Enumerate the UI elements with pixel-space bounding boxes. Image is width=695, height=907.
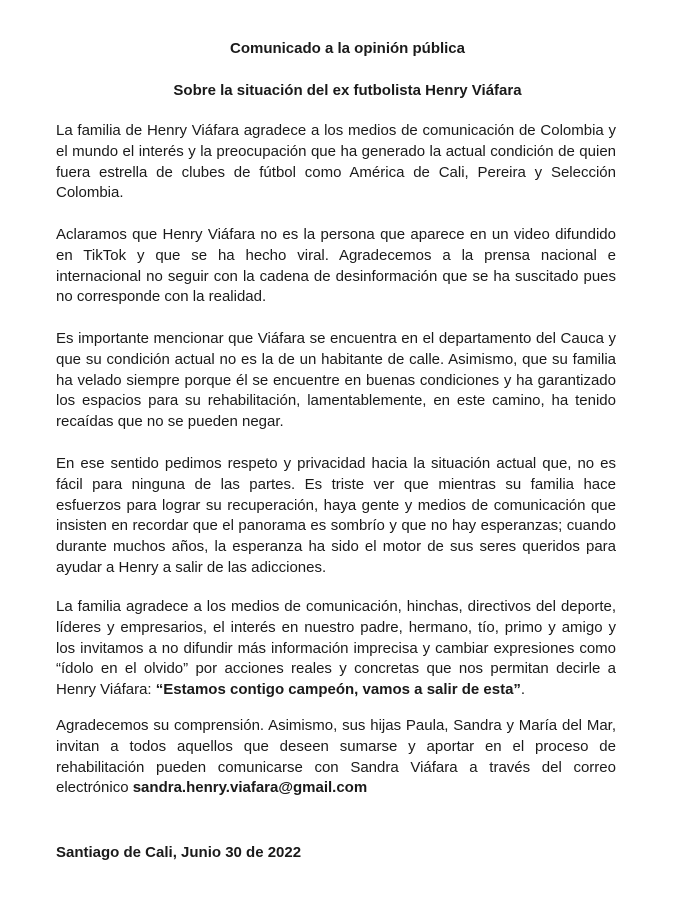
paragraph-1: La familia de Henry Viáfara agradece a los medios de comunicación de Colombia y el mundo el interés y la preocupación que ha generado la actual condición de quien fuera estrella de clubes de fútbol como América de Cali, Pereira y Selección Colombia.: [56, 122, 616, 202]
paragraph-5-quote: “Estamos contigo campeón, vamos a salir de esta”: [155, 681, 521, 699]
paragraph-4: En ese sentido pedimos respeto y privacidad hacia la situación actual que, no es fácil para ninguna de las partes. Es triste ver que mientras su familia hace esfuerzos para lograr su recuperación, haya gente y medios de comunicación que insisten en recordar que el panorama es sombrío y que no hay esperanzas; cuando durante muchos años, la esperanza ha sido el motor de sus seres queridos para ayudar a Henry a salir de las adicciones.: [56, 455, 616, 576]
paragraph-5-end: .: [520, 681, 526, 699]
paragraph-3: Es importante mencionar que Viáfara se encuentra en el departamento del Cauca y que su condición actual no es la de un habitante de calle. Asimismo, que su familia ha velado siempre porque él se encuentre en buenas condiciones y ha garantizado los espacios para su rehabilitación, lamentablemente, en este camino, ha tenido recaídas que no se pueden negar.: [56, 330, 616, 431]
document-title: Comunicado a la opinión pública: [229, 40, 465, 57]
paragraph-6-text: Agradecemos su comprensión. Asimismo, sus hijas Paula, Sandra y María del Mar, invitan a todos aquellos que deseen sumarse y aportar en el proceso de rehabilitación pueden comunicarse con Sandra Viáfara a través del correo electrónico: [56, 717, 616, 797]
paragraph-5: [56, 597, 616, 701]
paragraph-2: Aclaramos que Henry Viáfara no es la persona que aparece en un video difundido en TikTok y que se ha hecho viral. Agradecemos a la prensa nacional e internacional no seguir con la cadena de desinformación que se ha suscitado pues no corresponde con la realidad.: [56, 226, 616, 306]
paragraph-6: [56, 716, 616, 799]
document-subtitle: Sobre la situación del ex futbolista Henry Viáfara: [173, 82, 522, 99]
paragraph-5-text: La familia agradece a los medios de comunicación, hinchas, directivos del deporte, líderes y empresarios, el interés en nuestro padre, hermano, tío, primo y amigo y los invitamos a no difundir más información imprecisa y cambiar expresiones como “ídolo en el olvido” por acciones reales y concretas que nos permitan decirle a Henry Viáfara:: [56, 598, 616, 699]
contact-email: sandra.henry.viafara@gmail.com: [132, 779, 368, 797]
place-date-signoff: Santiago de Cali, Junio 30 de 2022: [56, 844, 302, 861]
